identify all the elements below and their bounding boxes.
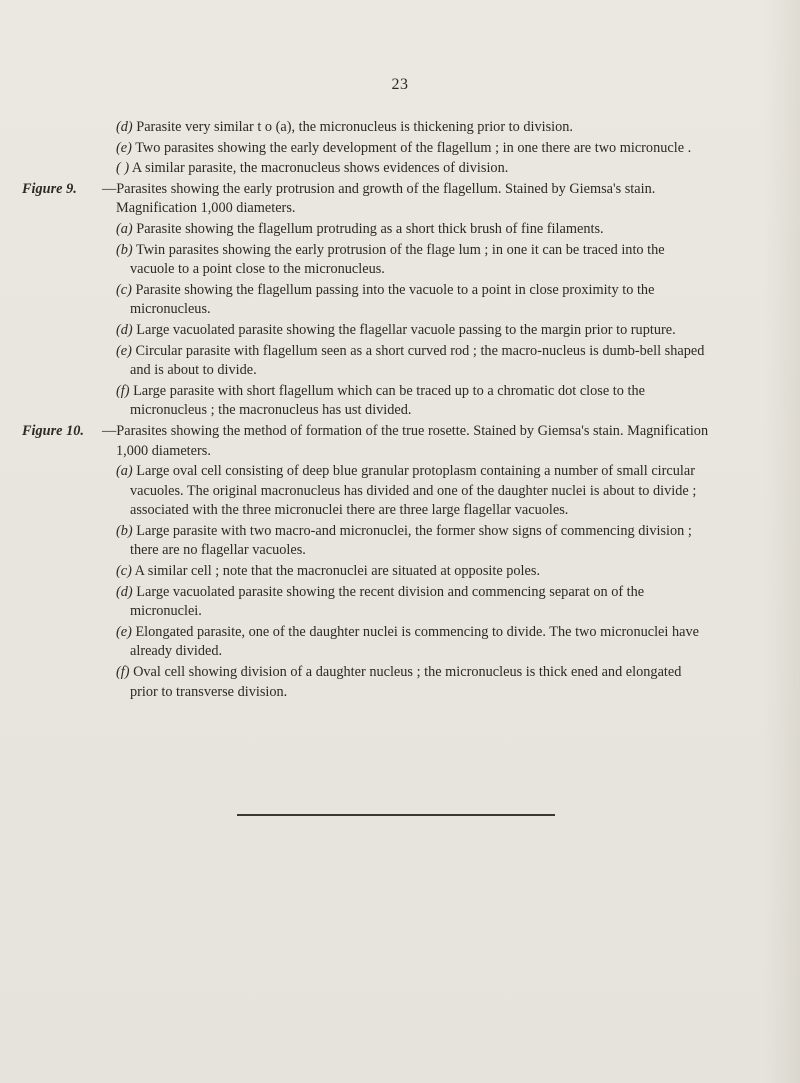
legend-item: [0, 462, 800, 521]
end-rule-divider: [237, 814, 555, 816]
legend-item: [0, 118, 800, 138]
item-text: Large parasite with short flagellum which can be traced up to a chromatic dot close to the micronucleus ; the macronucleus has ust divided.: [129, 382, 645, 419]
item-text: A similar parasite, the macronucleus shows evidences of division.: [129, 160, 509, 177]
legend-item: [0, 623, 800, 662]
item-letter: (b): [116, 522, 133, 539]
legend-item: [0, 281, 800, 320]
legend-item: [0, 159, 800, 179]
item-text: Large parasite with two macro-and micronuclei, the former show signs of commencing division ; there are no flagellar vacuoles.: [130, 522, 692, 559]
figure-caption-text: —Parasites showing the method of formation of the true rosette. Stained by Giemsa's stain. Magnification 1,000 diameters.: [102, 422, 709, 459]
item-letter: (d): [116, 583, 133, 600]
figure-caption-text: —Parasites showing the early protrusion and growth of the flagellum. Stained by Giemsa's stain. Magnification 1,000 diameters.: [102, 180, 656, 217]
legend-item: [0, 220, 800, 240]
legend-item: [0, 522, 800, 561]
item-letter: (e): [116, 623, 132, 640]
legend-item: [0, 583, 800, 622]
item-letter: (b): [116, 241, 133, 258]
item-text: Circular parasite with flagellum seen as a short curved rod ; the macro-nucleus is dumb-bell shaped and is about to divide.: [130, 342, 705, 379]
item-text: Elongated parasite, one of the daughter nuclei is commencing to divide. The two micronuclei have already divided.: [130, 623, 699, 660]
item-letter: ( ): [116, 160, 130, 177]
legend-item: [0, 241, 800, 280]
item-letter: (c): [116, 563, 132, 580]
item-letter: (a): [116, 220, 133, 237]
figure-label: Figure 10.: [22, 422, 84, 439]
figure-label: Figure 9.: [22, 180, 77, 197]
legend-item: [0, 562, 800, 582]
item-text: Twin parasites showing the early protrusion of the flage lum ; in one it can be traced into the vacuole to a point close to the micronucleus.: [130, 241, 665, 278]
item-letter: (d): [116, 321, 133, 338]
figure-legend-list: [0, 118, 800, 703]
item-text: Parasite showing the flagellum protruding as a short thick brush of fine filaments.: [132, 220, 604, 237]
item-text: Large oval cell consisting of deep blue granular protoplasm containing a number of small circular vacuoles. The original macronucleus has divided and one of the daughter nuclei is about to divide ; associated with the three micronuclei there are three large flagellar vacuoles.: [130, 463, 697, 519]
legend-item: [0, 342, 800, 381]
item-letter: (d): [116, 119, 133, 135]
legend-item: [0, 321, 800, 341]
item-letter: (e): [116, 342, 132, 359]
item-text: Oval cell showing division of a daughter nucleus ; the micronucleus is thick ened and elongated prior to transverse division.: [129, 664, 682, 700]
item-letter: (a): [116, 463, 133, 480]
figure-caption: [0, 422, 800, 461]
legend-item: [0, 382, 800, 421]
item-text: Parasite very similar t o (a), the micronucleus is thickening prior to division.: [132, 119, 573, 135]
legend-item: [0, 663, 800, 702]
item-letter: (f): [116, 664, 130, 681]
item-text: A similar cell ; note that the macronuclei are situated at opposite poles.: [131, 563, 541, 580]
item-text: Large vacuolated parasite showing the recent division and commencing separat on of the micronuclei.: [130, 583, 645, 620]
item-letter: (f): [116, 382, 130, 399]
item-text: Two parasites showing the early development of the flagellum ; in one there are two micronucle .: [131, 139, 692, 156]
figure-caption: [0, 180, 800, 219]
item-text: Large vacuolated parasite showing the flagellar vacuole passing to the margin prior to rupture.: [132, 321, 676, 338]
item-letter: (e): [116, 139, 132, 156]
page-number: 23: [391, 76, 409, 93]
legend-item: [0, 139, 800, 159]
item-letter: (c): [116, 281, 132, 298]
item-text: Parasite showing the flagellum passing into the vacuole to a point in close proximity to the micronucleus.: [130, 281, 655, 318]
